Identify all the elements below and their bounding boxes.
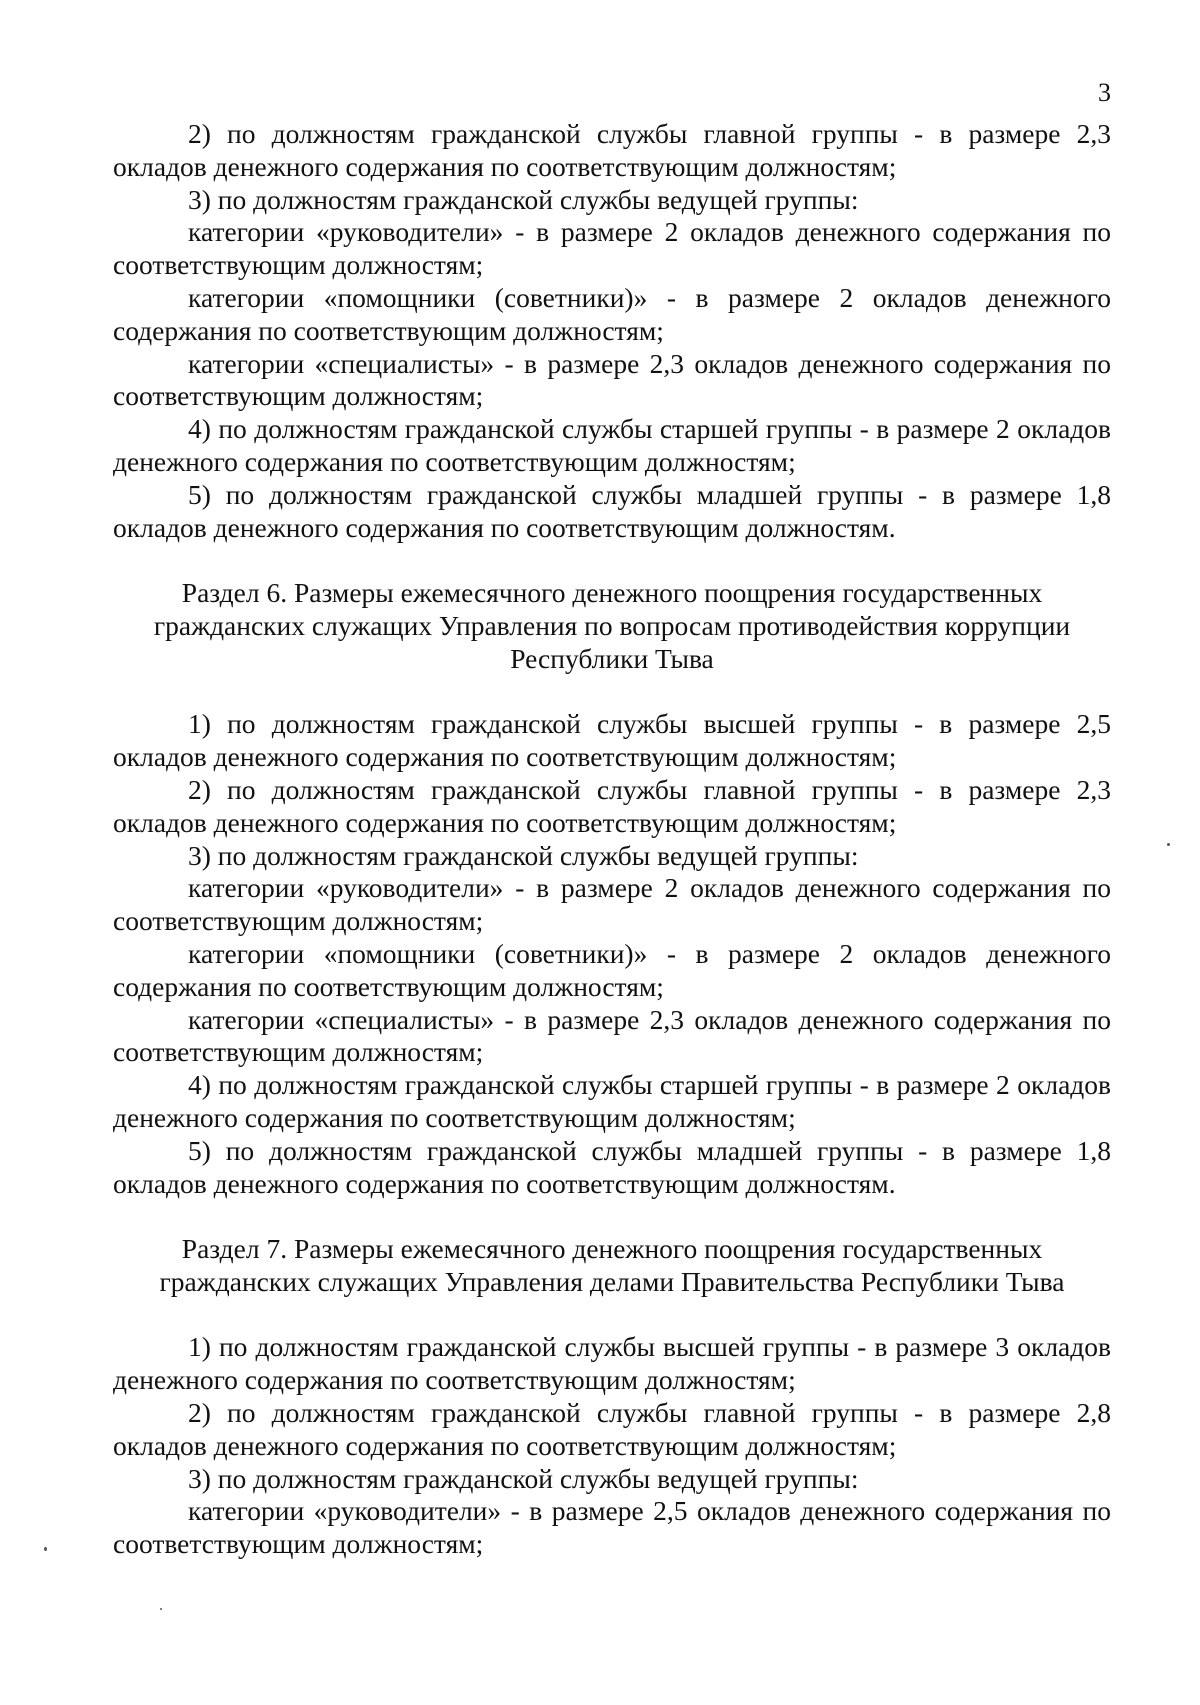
paragraph: 3) по должностям гражданской службы ведущей группы:: [188, 183, 859, 215]
section-7-items: [113, 1331, 1111, 1561]
section-heading-line: Раздел 6. Размеры ежемесячного денежного поощрения государственных: [181, 577, 1043, 609]
paragraph: 3) по должностям гражданской службы ведущей группы:: [188, 1462, 859, 1494]
scan-speck: [44, 1547, 47, 1551]
document-body: [113, 118, 1111, 1561]
paragraph: категории «специалисты» - в размере 2,3 окладов денежного содержания по соответствующим должностям;: [113, 1003, 1111, 1068]
paragraph: 5) по должностям гражданской службы младшей группы - в размере 1,8 окладов денежного содержания по соответствующим должностям.: [113, 1134, 1111, 1199]
section-6-items: [113, 708, 1111, 1200]
spacer: [113, 544, 1111, 577]
paragraph: категории «помощники (советники)» - в размере 2 окладов денежного содержания по соответствующим должностям;: [113, 281, 1111, 346]
paragraph: категории «руководители» - в размере 2 окладов денежного содержания по соответствующим должностям;: [113, 216, 1111, 281]
paragraph: 2) по должностям гражданской службы главной группы - в размере 2,3 окладов денежного содержания по соответствующим должностям;: [113, 118, 1111, 182]
section-6-heading: [113, 577, 1111, 675]
paragraph: категории «руководители» - в размере 2,5 окладов денежного содержания по соответствующим должностям;: [113, 1495, 1111, 1560]
paragraph: категории «руководители» - в размере 2 окладов денежного содержания по соответствующим должностям;: [113, 872, 1111, 937]
section-heading-line: гражданских служащих Управления по вопросам противодействия коррупции: [153, 609, 1071, 641]
spacer: [113, 1299, 1111, 1332]
paragraph: 2) по должностям гражданской службы главной группы - в размере 2,8 окладов денежного содержания по соответствующим должностям;: [113, 1397, 1111, 1461]
paragraph: 5) по должностям гражданской службы младшей группы - в размере 1,8 окладов денежного содержания по соответствующим должностям.: [113, 478, 1111, 543]
section-heading-line: Республики Тыва: [510, 642, 714, 674]
spacer: [113, 676, 1111, 709]
paragraph: 1) по должностям гражданской службы высшей группы - в размере 2,5 окладов денежного содержания по соответствующим должностям;: [113, 708, 1111, 773]
paragraph: категории «специалисты» - в размере 2,3 окладов денежного содержания по соответствующим должностям;: [113, 347, 1111, 412]
scan-speck: [160, 1608, 162, 1610]
paragraph: 2) по должностям гражданской службы главной группы - в размере 2,3 окладов денежного содержания по соответствующим должностям;: [113, 773, 1111, 838]
paragraph: 1) по должностям гражданской службы высшей группы - в размере 3 окладов денежного содержания по соответствующим должностям;: [113, 1331, 1111, 1396]
page-number: 3: [1098, 78, 1111, 107]
scan-speck: [1167, 843, 1170, 846]
section-heading-line: Раздел 7. Размеры ежемесячного денежного поощрения государственных: [181, 1233, 1043, 1265]
paragraph: 3) по должностям гражданской службы ведущей группы:: [188, 839, 859, 871]
section-7-heading: [113, 1233, 1111, 1299]
spacer: [113, 1200, 1111, 1233]
paragraph: 4) по должностям гражданской службы старшей группы - в размере 2 окладов денежного содержания по соответствующим должностям;: [113, 413, 1111, 477]
section-heading-line: гражданских служащих Управления делами Правительства Республики Тыва: [159, 1265, 1065, 1297]
paragraph: 4) по должностям гражданской службы старшей группы - в размере 2 окладов денежного содержания по соответствующим должностям;: [113, 1069, 1111, 1133]
paragraph: категории «помощники (советники)» - в размере 2 окладов денежного содержания по соответствующим должностям;: [113, 937, 1111, 1002]
